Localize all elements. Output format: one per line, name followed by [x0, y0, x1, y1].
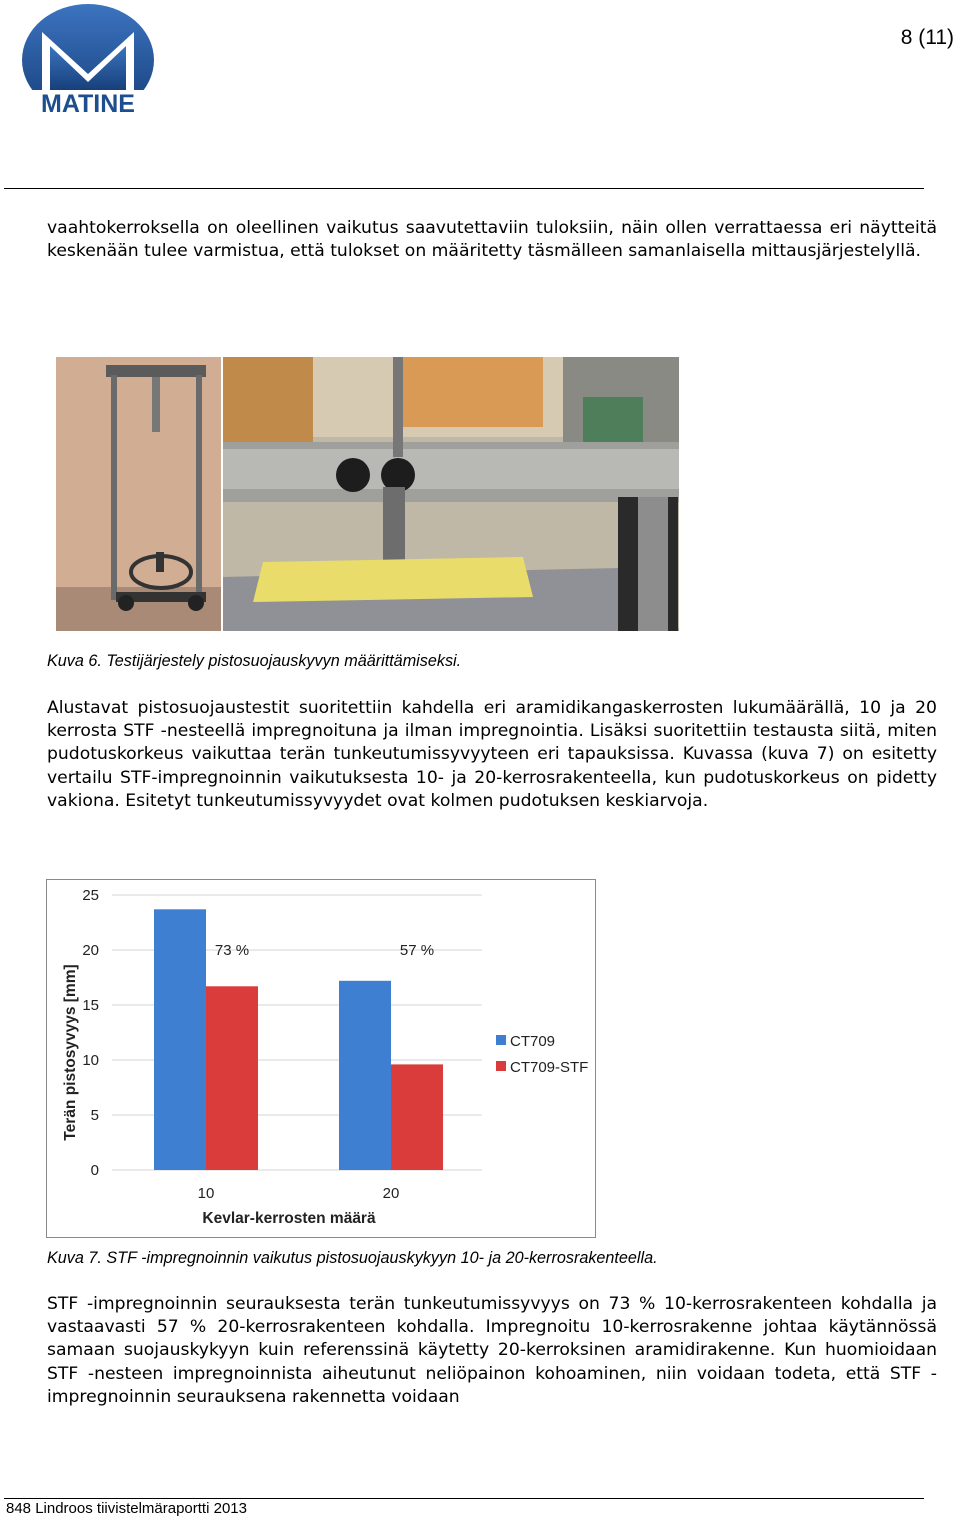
page-number: 8 (11)	[900, 26, 954, 49]
percent-annotation: 57 %	[399, 942, 435, 959]
paragraph-1: vaahtokerroksella on oleellinen vaikutus saavutettaviin tuloksiin, näin ollen verrattaessa eri näytteitä keskenään tulee varmistua, että tulokset on määritetty täsmälleen samanlaisella mittausjärjestelyllä.	[47, 218, 937, 262]
legend-label: CT709	[510, 1033, 556, 1050]
header-rule	[4, 188, 924, 189]
legend-swatch	[496, 1061, 506, 1071]
bar-ct709-20	[339, 981, 391, 1170]
legend-swatch	[496, 1035, 506, 1045]
bar-ct709-stf-10	[206, 986, 258, 1170]
legend-label: CT709-STF	[510, 1059, 589, 1076]
x-axis-title: Kevlar-kerrosten määrä	[202, 1210, 376, 1227]
matine-logo	[20, 2, 160, 117]
x-tick-label: 10	[197, 1185, 215, 1202]
footer-text: 848 Lindroos tiivistelmäraportti 2013	[6, 1500, 247, 1517]
bar-ct709-stf-20	[391, 1064, 443, 1170]
percent-annotation: 73 %	[214, 942, 250, 959]
y-tick-label: 0	[90, 1162, 99, 1179]
paragraph-2: Alustavat pistosuojaustestit suoritettiin kahdella eri aramidikangaskerrosten lukumäärällä, 10 ja 20 kerrosta STF -nesteellä impregnoituna ja ilman impregnointia. Lisäksi suoritettiin testausta siitä, miten pudotuskorkeus vaikuttaa terän tunkeutumissyvyyteen eri tapauksissa. Kuvassa (kuva 7) on esitetty vertailu STF-impregnoinnin vaikutuksesta 10- ja 20-kerrosrakenteella, kun pudotuskorkeus on pidetty vakiona. Esitetyt tunkeutumissyvyydet ovat kolmen pudotuksen keskiarvoja.	[47, 698, 937, 811]
footer-rule	[4, 1498, 924, 1499]
svg-text:MATINE: MATINE	[41, 90, 135, 117]
y-tick-label: 10	[82, 1052, 99, 1069]
paragraph-3: STF -impregnoinnin seurauksesta terän tunkeutumissyvyys on 73 % 10-kerrosrakenteen kohdalla ja vastaavasti 57 % 20-kerrosrakenteen kohdalla. Impregnoitu 10-kerrosrakenne johtaa käytännössä samaan suojauskykyyn kuin referenssinä käytetty 20-kerroksinen aramidirakenne. Kun huomioidaan STF -nesteen impregnoinnista aiheutunut neliöpainon kohoaminen, niin voidaan todeta, että STF -impregnoinnin seurauksena rakennetta voidaan	[47, 1294, 937, 1407]
test-rig-photo-left	[56, 357, 221, 631]
penetration-depth-chart	[46, 879, 596, 1238]
figure-7-caption: Kuva 7. STF -impregnoinnin vaikutus pistosuojauskykyyn 10- ja 20-kerrosrakenteella.	[47, 1249, 658, 1267]
test-rig-photo-right	[223, 357, 679, 631]
y-tick-label: 20	[82, 942, 99, 959]
bar-ct709-10	[154, 909, 206, 1170]
y-tick-label: 15	[82, 997, 99, 1014]
x-tick-label: 20	[382, 1185, 400, 1202]
y-tick-label: 5	[90, 1107, 99, 1124]
y-axis-title: Terän pistosyvyys [mm]	[62, 964, 79, 1141]
figure-6-caption: Kuva 6. Testijärjestely pistosuojauskyvyn määrittämiseksi.	[47, 652, 462, 670]
y-tick-label: 25	[82, 887, 99, 904]
